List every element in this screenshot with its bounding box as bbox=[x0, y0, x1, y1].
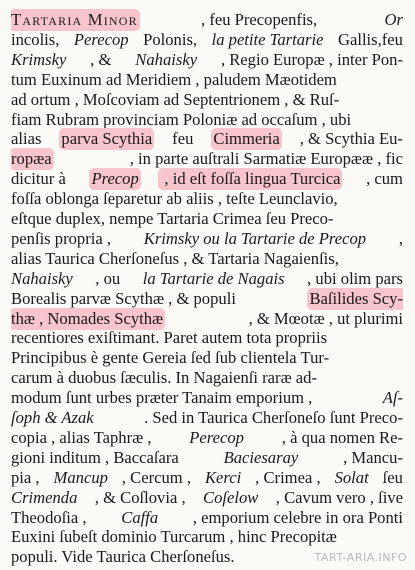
highlighted-text: thæ , Nomades Scythæ bbox=[11, 308, 164, 328]
text-segment: modum ſunt urbes præter Tanaim emporium , bbox=[11, 388, 317, 408]
text-segment: Caffa bbox=[121, 507, 159, 527]
text-segment: Perecop bbox=[73, 29, 129, 49]
text-segment: , bbox=[394, 228, 403, 248]
text-segment: , & Coſlovia , bbox=[90, 487, 190, 507]
text-line bbox=[11, 69, 403, 91]
highlighted-text: Tartaria Minor bbox=[11, 10, 138, 29]
text-line bbox=[11, 367, 403, 389]
text-segment: Kerci bbox=[204, 467, 242, 487]
text-line bbox=[11, 208, 403, 230]
text-segment: penſis propria , bbox=[11, 228, 116, 248]
text-segment: Polonis, bbox=[138, 29, 202, 49]
text-line bbox=[11, 487, 403, 509]
text-segment: Crimenda bbox=[11, 487, 78, 507]
text-line bbox=[11, 228, 403, 250]
text-segment: , à qua nomen Re- bbox=[277, 427, 403, 447]
text-segment: Euxini ſubeſt dominio Turcarum , hinc Precopitæ bbox=[11, 527, 337, 547]
highlighted-text: ropæa bbox=[11, 149, 52, 169]
text-line bbox=[11, 109, 403, 131]
text-line bbox=[11, 168, 403, 190]
text-line bbox=[11, 387, 403, 409]
text-segment: gioni inditum , Baccaſara bbox=[11, 447, 183, 467]
text-segment: incolis, bbox=[11, 29, 64, 49]
text-line bbox=[11, 188, 403, 210]
text-segment: , ubi olim pars bbox=[302, 268, 403, 288]
watermark: TART-ARIA.INFO bbox=[314, 551, 407, 564]
text-line bbox=[11, 29, 403, 51]
text-segment: copia , alias Taphræ , bbox=[11, 427, 156, 447]
text-segment: Or bbox=[384, 10, 403, 29]
text-segment: , Crimea , bbox=[251, 467, 325, 487]
text-line bbox=[11, 427, 403, 449]
text-line bbox=[11, 288, 403, 310]
highlighted-text: Baſilides Scy- bbox=[309, 288, 403, 308]
text-segment: Gallis,feu bbox=[333, 29, 403, 49]
text-segment: Mancup bbox=[53, 467, 108, 487]
text-line bbox=[11, 467, 403, 489]
text-line bbox=[11, 526, 403, 548]
text-segment: Coſelow bbox=[203, 487, 259, 507]
text-line bbox=[11, 507, 403, 529]
text-segment: , in parte auſtrali Sarmatiæ Europææ , fic bbox=[125, 149, 403, 169]
text-segment: , Cercum , bbox=[117, 467, 196, 487]
text-segment: populi. Vide Taurica Cherſoneſus. bbox=[11, 547, 235, 567]
text-segment: , & bbox=[86, 49, 116, 69]
text-line bbox=[11, 148, 403, 170]
text-segment: fiam Rubram provinciam Poloniæ ad occaſum , ubi bbox=[11, 109, 352, 129]
text-segment: Krimsky bbox=[11, 49, 67, 69]
text-line bbox=[11, 407, 403, 429]
text-line bbox=[11, 347, 403, 369]
text-line bbox=[11, 308, 403, 330]
text-segment: , ou bbox=[91, 268, 125, 288]
highlighted-text: , id eſt foſſa lingua Turcica bbox=[160, 169, 341, 189]
text-segment: , Mancu- bbox=[338, 447, 403, 467]
text-segment: recentiores exiſtimant. Paret autem tota propriis bbox=[11, 328, 328, 348]
text-segment: Borealis parvæ Scythæ , & populi bbox=[11, 288, 241, 308]
text-line bbox=[11, 128, 403, 150]
text-segment: carum à duobus ſæculis. In Nagaienſi raræ ad- bbox=[11, 368, 317, 388]
text-segment: , cum bbox=[361, 169, 403, 189]
text-segment: foſſa oblonga ſeparetur ab aliis , teſte Leunclavio, bbox=[11, 189, 338, 209]
text-line bbox=[11, 49, 403, 71]
text-segment: ad ortum , Moſcoviam ad Septentrionem , & Ruſ- bbox=[11, 89, 340, 109]
highlighted-text: parva Scythia bbox=[61, 129, 153, 149]
text-line bbox=[11, 447, 403, 469]
text-segment: Theodoſia , bbox=[11, 507, 91, 527]
text-segment: . Sed in Taurica Cherſoneſo ſunt Preco- bbox=[144, 408, 403, 427]
text-segment: , Cavum vero , ſive bbox=[271, 487, 403, 507]
text-segment: ſeu bbox=[378, 467, 403, 487]
text-segment: Principibus è gente Gereia ſed ſub clientela Tur- bbox=[11, 348, 330, 368]
text-segment: Baciesaray bbox=[223, 447, 299, 467]
text-segment: pia , bbox=[11, 467, 44, 487]
text-segment: la petite Tartarie bbox=[211, 29, 324, 49]
highlighted-text: Precop bbox=[91, 169, 139, 189]
text-segment: eſtque duplex, nempe Tartaria Crimea ſeu Preco- bbox=[11, 209, 334, 228]
text-segment: , & Mœotæ , ut plurimi bbox=[244, 308, 403, 328]
text-segment: feu bbox=[168, 129, 198, 149]
text-segment: , & Scythia Eu- bbox=[295, 129, 403, 149]
text-line bbox=[11, 248, 403, 270]
text-line bbox=[11, 9, 403, 31]
text-segment: , Regio Europæ , inter Pon- bbox=[216, 49, 403, 69]
text-line bbox=[11, 89, 403, 111]
text-segment: Aſ- bbox=[382, 388, 403, 408]
text-segment: , emporium celebre in ora Ponti bbox=[188, 507, 403, 527]
text-segment: Nahaisky bbox=[135, 49, 198, 69]
text-segment: , feu Precopenfis, bbox=[201, 10, 322, 29]
text-line bbox=[11, 268, 403, 290]
text-segment: ſoph & Azak bbox=[11, 408, 94, 427]
text-segment: Solat bbox=[334, 467, 369, 487]
text-segment: tum Euxinum ad Meridiem , paludem Mæotidem bbox=[11, 69, 337, 89]
highlighted-text: Cimmeria bbox=[213, 129, 280, 149]
text-line bbox=[11, 327, 403, 349]
text-segment: alias Taurica Cherſoneſus , & Tartaria Nagaienſis, bbox=[11, 248, 339, 268]
text-segment: Nahaisky bbox=[11, 268, 73, 288]
text-segment: dicitur à bbox=[11, 169, 70, 189]
text-segment: Perecop bbox=[189, 427, 244, 447]
text-segment: Krimsky ou la Tartarie de Precop bbox=[143, 228, 367, 248]
text-segment: la Tartarie de Nagais bbox=[142, 268, 285, 288]
text-segment: alias bbox=[11, 129, 46, 149]
